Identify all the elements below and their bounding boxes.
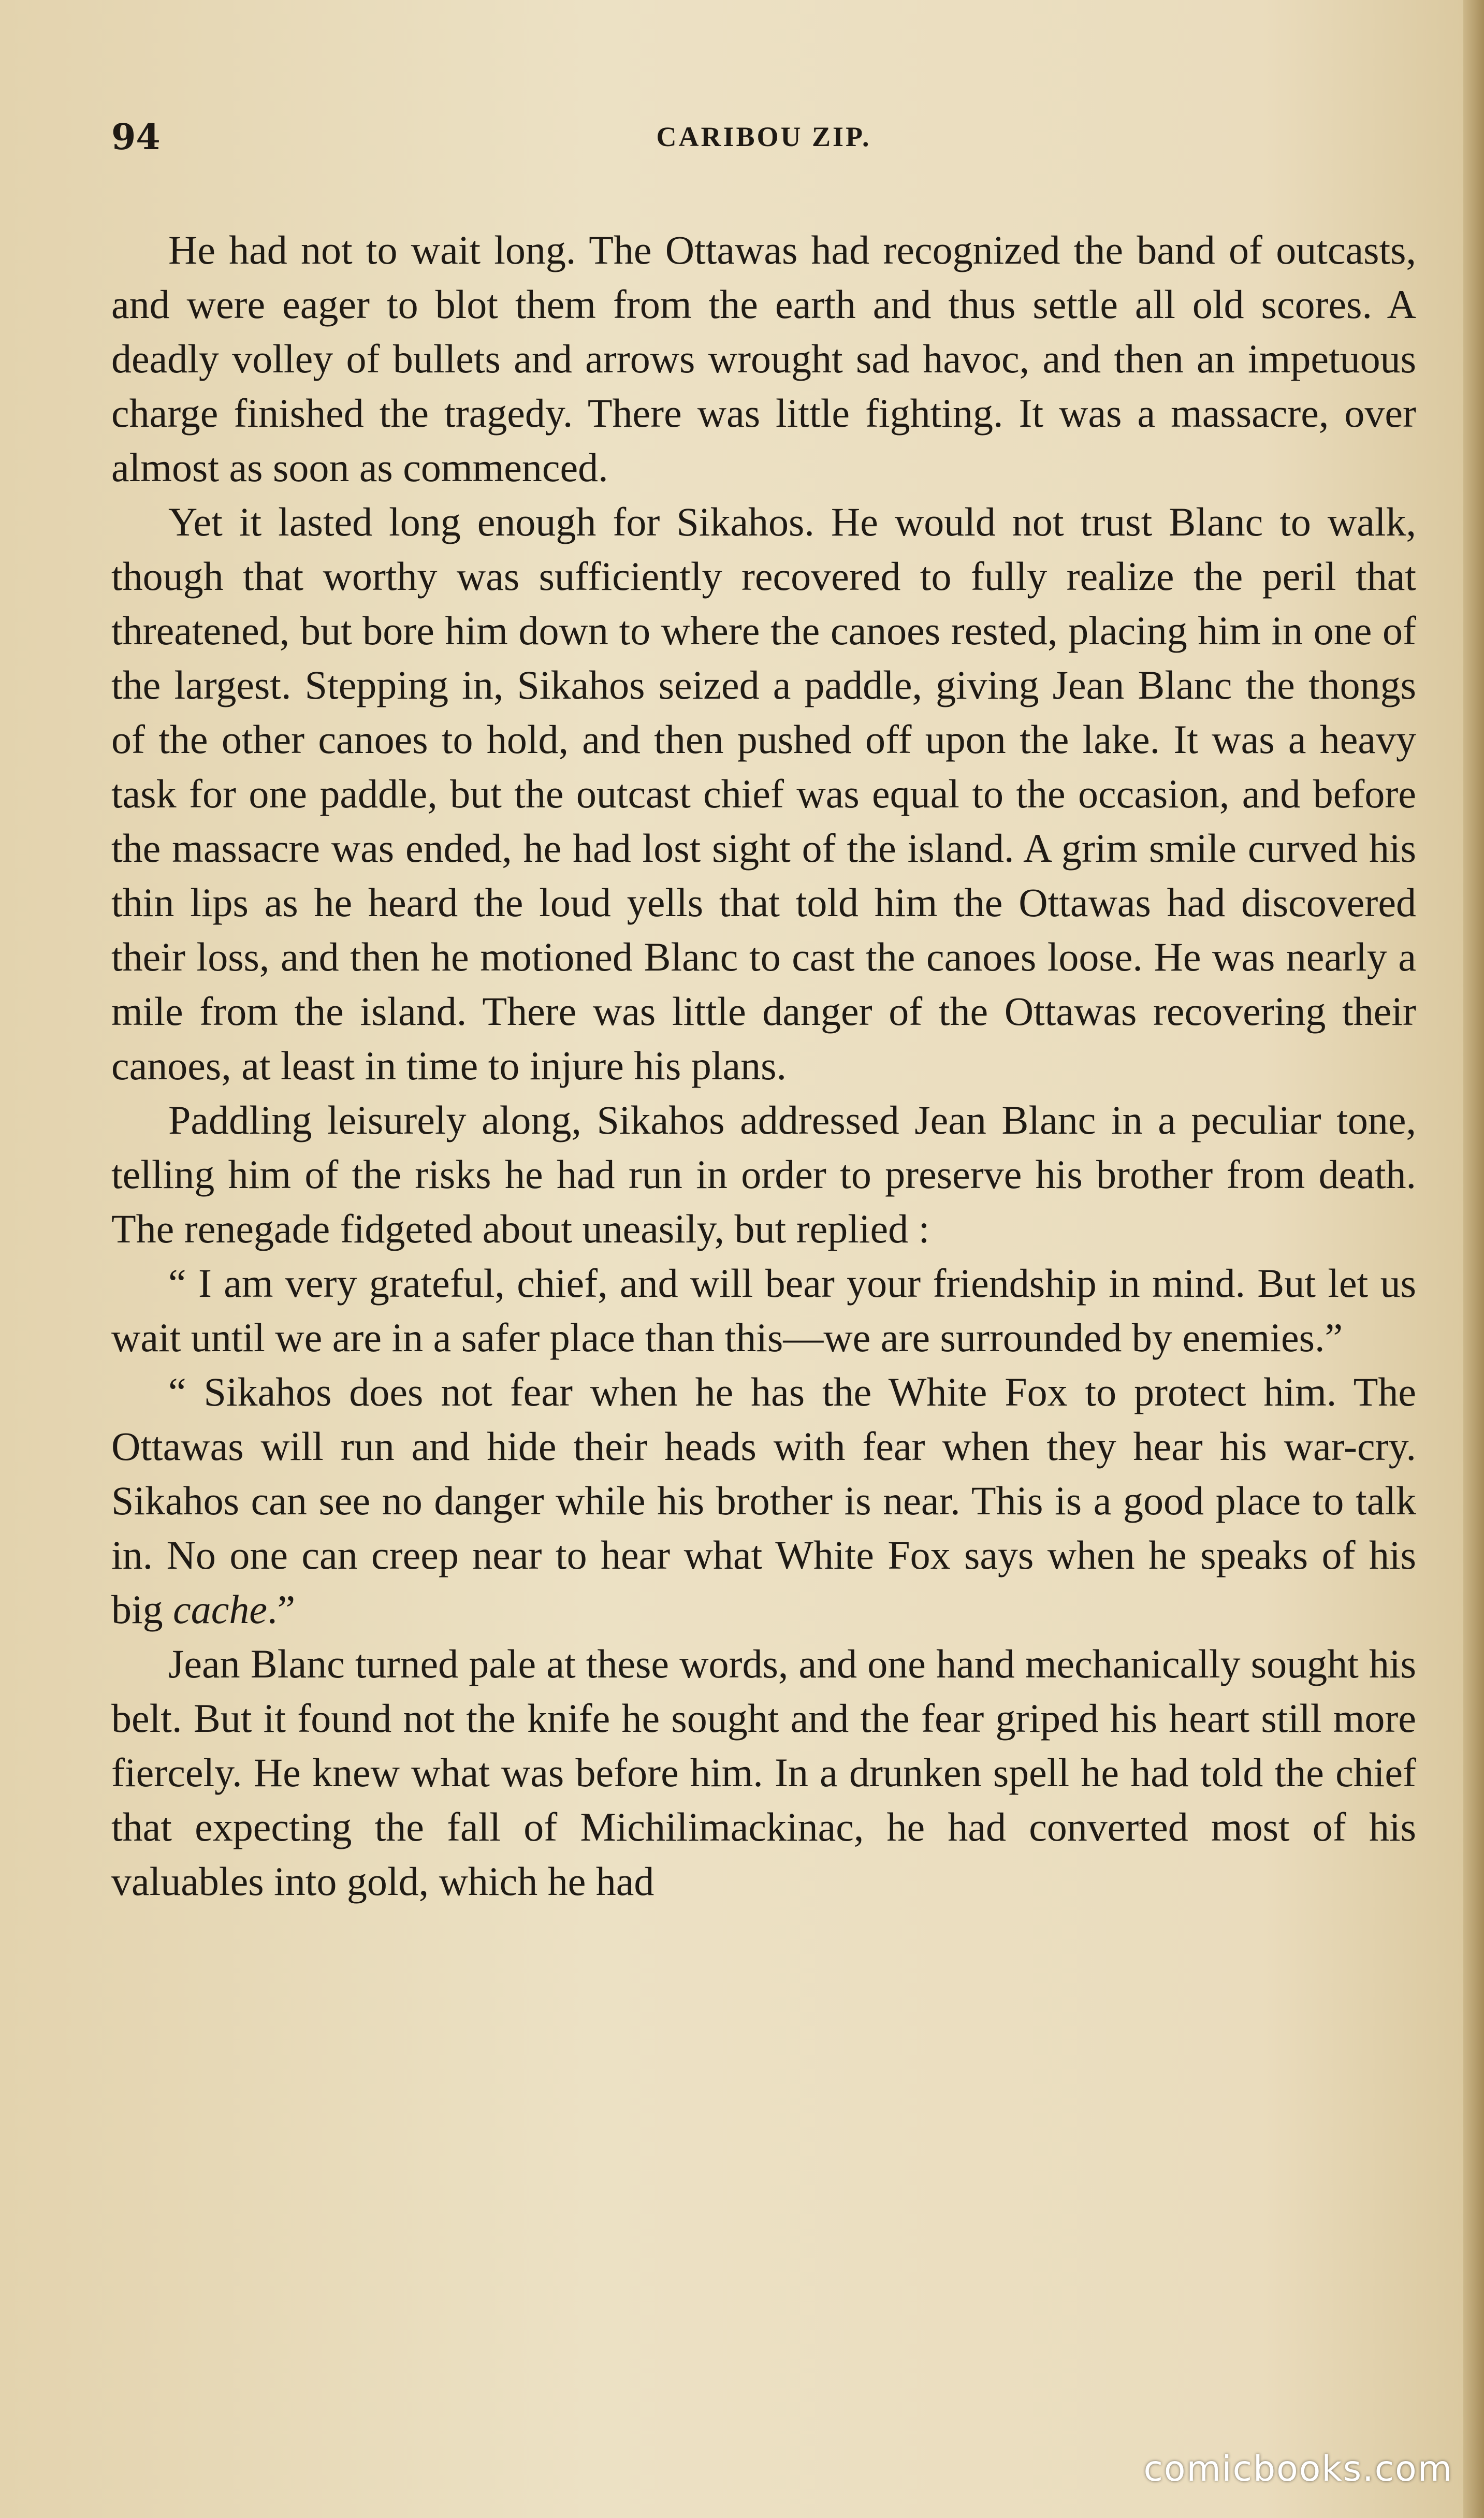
watermark: comicbooks.com: [1143, 2449, 1453, 2490]
paragraph-6: Jean Blanc turned pale at these words, and one hand mechanically sought his belt. But it found not the knife he sought and the fear griped his heart still more fiercely. He knew what was before him. In a drunken spell he had told the chief that expecting the fall of Michilimackinac, he had converted most of his valuables into gold, which he had: [111, 1641, 1416, 1904]
body-text: [111, 223, 1416, 1908]
page-number: 94: [111, 117, 161, 158]
paragraph-3: Paddling leisurely along, Sikahos addressed Jean Blanc in a peculiar tone, telling him of the risks he had run in order to preserve his brother from death. The renegade fidgeted about uneasily, but replied :: [111, 1097, 1416, 1251]
paragraph-2: Yet it lasted long enough for Sikahos. He would not trust Blanc to walk, though that worthy was sufficiently recovered to fully realize the peril that threatened, but bore him down to where the canoes rested, placing him in one of the largest. Stepping in, Sikahos seized a paddle, giving Jean Blanc the thongs of the other canoes to hold, and then pushed off upon the lake. It was a heavy task for one paddle, but the outcast chief was equal to the occasion, and before the massacre was ended, he had lost sight of the island. A grim smile curved his thin lips as he heard the loud yells that told him the Ottawas had discovered their loss, and then he motioned Blanc to cast the canoes loose. He was nearly a mile from the island. There was little danger of the Ottawas recovering their canoes, at least in time to injure his plans.: [111, 499, 1416, 1088]
page-edge: [1463, 0, 1484, 2518]
paragraph-5: “ Sikahos does not fear when he has the White Fox to protect him. The Ottawas will run and hide their heads with fear when they hear his war-cry. Sikahos can see no danger while his brother is near. This is a good place to talk in. No one can creep near to hear what White Fox says when he speaks of his big cache.”: [111, 1369, 1416, 1632]
paragraph-4: “ I am very grateful, chief, and will bear your friendship in mind. But let us wait until we are in a safer place than this—we are surrounded by enemies.”: [111, 1261, 1416, 1360]
italic-word: cache: [173, 1587, 268, 1632]
running-title: CARIBOU ZIP.: [656, 121, 871, 152]
paragraph-1: He had not to wait long. The Ottawas had recognized the band of outcasts, and were eager to blot them from the earth and thus settle all old scores. A deadly volley of bullets and arrows wrought sad havoc, and then an impetuous charge finished the tragedy. There was little fighting. It was a massacre, over almost as soon as commenced.: [111, 227, 1416, 490]
page-header: [111, 117, 1416, 163]
